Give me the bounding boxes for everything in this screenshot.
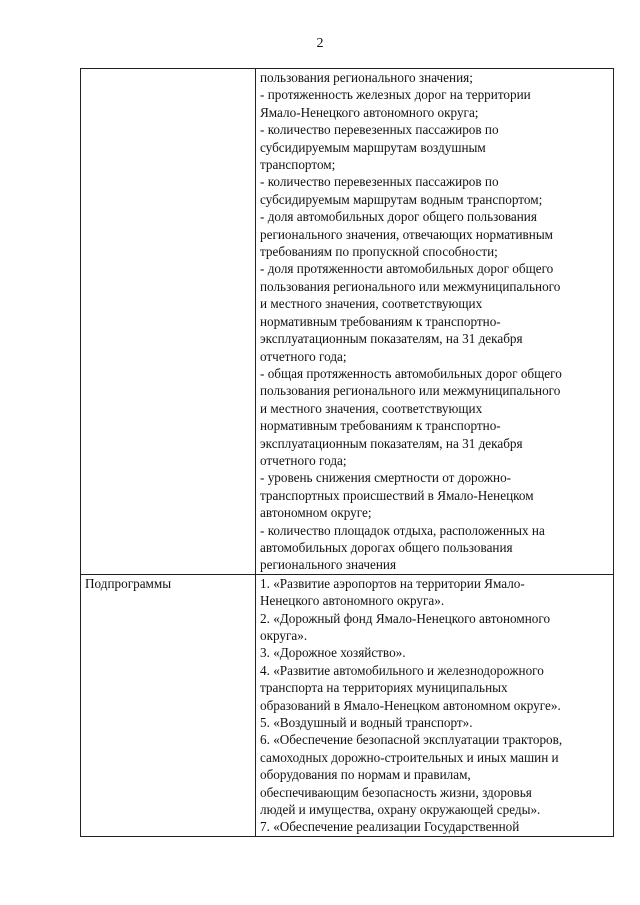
- subprograms-cell: [256, 574, 614, 836]
- text-line: эксплуатационным показателям, на 31 декабря: [260, 331, 523, 347]
- text-line: регионального значения, отвечающих нормативным: [260, 226, 554, 242]
- text-line: отчетного года;: [260, 348, 347, 364]
- text-line: пользования регионального или межмуниципального: [260, 383, 561, 399]
- text-line: регионального значения: [260, 557, 397, 573]
- text-line: образований в Ямало-Ненецком автономном округе».: [260, 697, 561, 713]
- text-line: округа».: [260, 628, 308, 643]
- text-line: - количество перевезенных пассажиров по: [260, 174, 499, 190]
- text-line: автомобильных дорогах общего пользования: [260, 539, 513, 555]
- text-line: субсидируемым маршрутам водным транспортом;: [260, 191, 543, 207]
- text-line: и местного значения, соответствующих: [260, 400, 483, 416]
- text-line: пользования регионального значения;: [260, 70, 473, 85]
- text-line: - количество перевезенных пассажиров по: [260, 122, 499, 138]
- row-label-subprograms: Подпрограммы: [81, 574, 256, 836]
- text-line: - доля автомобильных дорог общего пользования: [260, 209, 537, 225]
- text-line: 7. «Обеспечение реализации Государственной: [260, 819, 520, 835]
- text-line: транспортом;: [260, 157, 336, 173]
- text-line: - доля протяженности автомобильных дорог общего: [260, 261, 554, 277]
- text-line: отчетного года;: [260, 452, 347, 468]
- text-line: - общая протяженность автомобильных дорог общего: [260, 365, 562, 381]
- text-line: 4. «Развитие автомобильного и железнодорожного: [260, 662, 544, 678]
- text-line: и местного значения, соответствующих: [260, 296, 483, 312]
- text-line: 3. «Дорожное хозяйство».: [260, 645, 406, 661]
- text-line: автономном округе;: [260, 505, 372, 521]
- table-row-subprograms: [81, 574, 614, 836]
- text-line: Ямало-Ненецкого автономного округа;: [260, 104, 479, 120]
- text-line: нормативным требованиям к транспортно-: [260, 313, 501, 329]
- passport-table: [80, 68, 614, 837]
- text-line: 1. «Развитие аэропортов на территории Ямало-: [260, 575, 525, 591]
- text-line: - количество площадок отдыха, расположенных на: [260, 522, 545, 538]
- page-number: 2: [316, 36, 324, 51]
- text-line: оборудования по нормам и правилам,: [260, 767, 471, 783]
- text-line: пользования регионального или межмуниципального: [260, 278, 561, 294]
- text-line: самоходных дорожно-строительных и иных машин и: [260, 749, 559, 765]
- text-line: транспортных происшествий в Ямало-Ненецком: [260, 487, 534, 503]
- text-line: - уровень снижения смертности от дорожно-: [260, 470, 512, 486]
- text-line: 2. «Дорожный фонд Ямало-Ненецкого автономного: [260, 610, 551, 626]
- text-line: субсидируемым маршрутам воздушным: [260, 139, 486, 155]
- text-line: 5. «Воздушный и водный транспорт».: [260, 715, 473, 731]
- text-line: эксплуатационным показателям, на 31 декабря: [260, 435, 523, 451]
- text-line: нормативным требованиям к транспортно-: [260, 418, 501, 434]
- text-line: транспорта на территориях муниципальных: [260, 680, 508, 696]
- text-line: Ненецкого автономного округа».: [260, 593, 445, 609]
- text-line: обеспечивающим безопасность жизни, здоровья: [260, 784, 532, 800]
- text-line: 6. «Обеспечение безопасной эксплуатации тракторов,: [260, 732, 563, 748]
- row-label: [81, 69, 256, 575]
- table-row-indicators: [81, 69, 614, 575]
- text-line: людей и имущества, охрану окружающей среды».: [260, 802, 541, 818]
- text-line: - протяженность железных дорог на территории: [260, 87, 531, 103]
- text-line: требованиям по пропускной способности;: [260, 244, 498, 260]
- indicators-cell: [256, 69, 614, 575]
